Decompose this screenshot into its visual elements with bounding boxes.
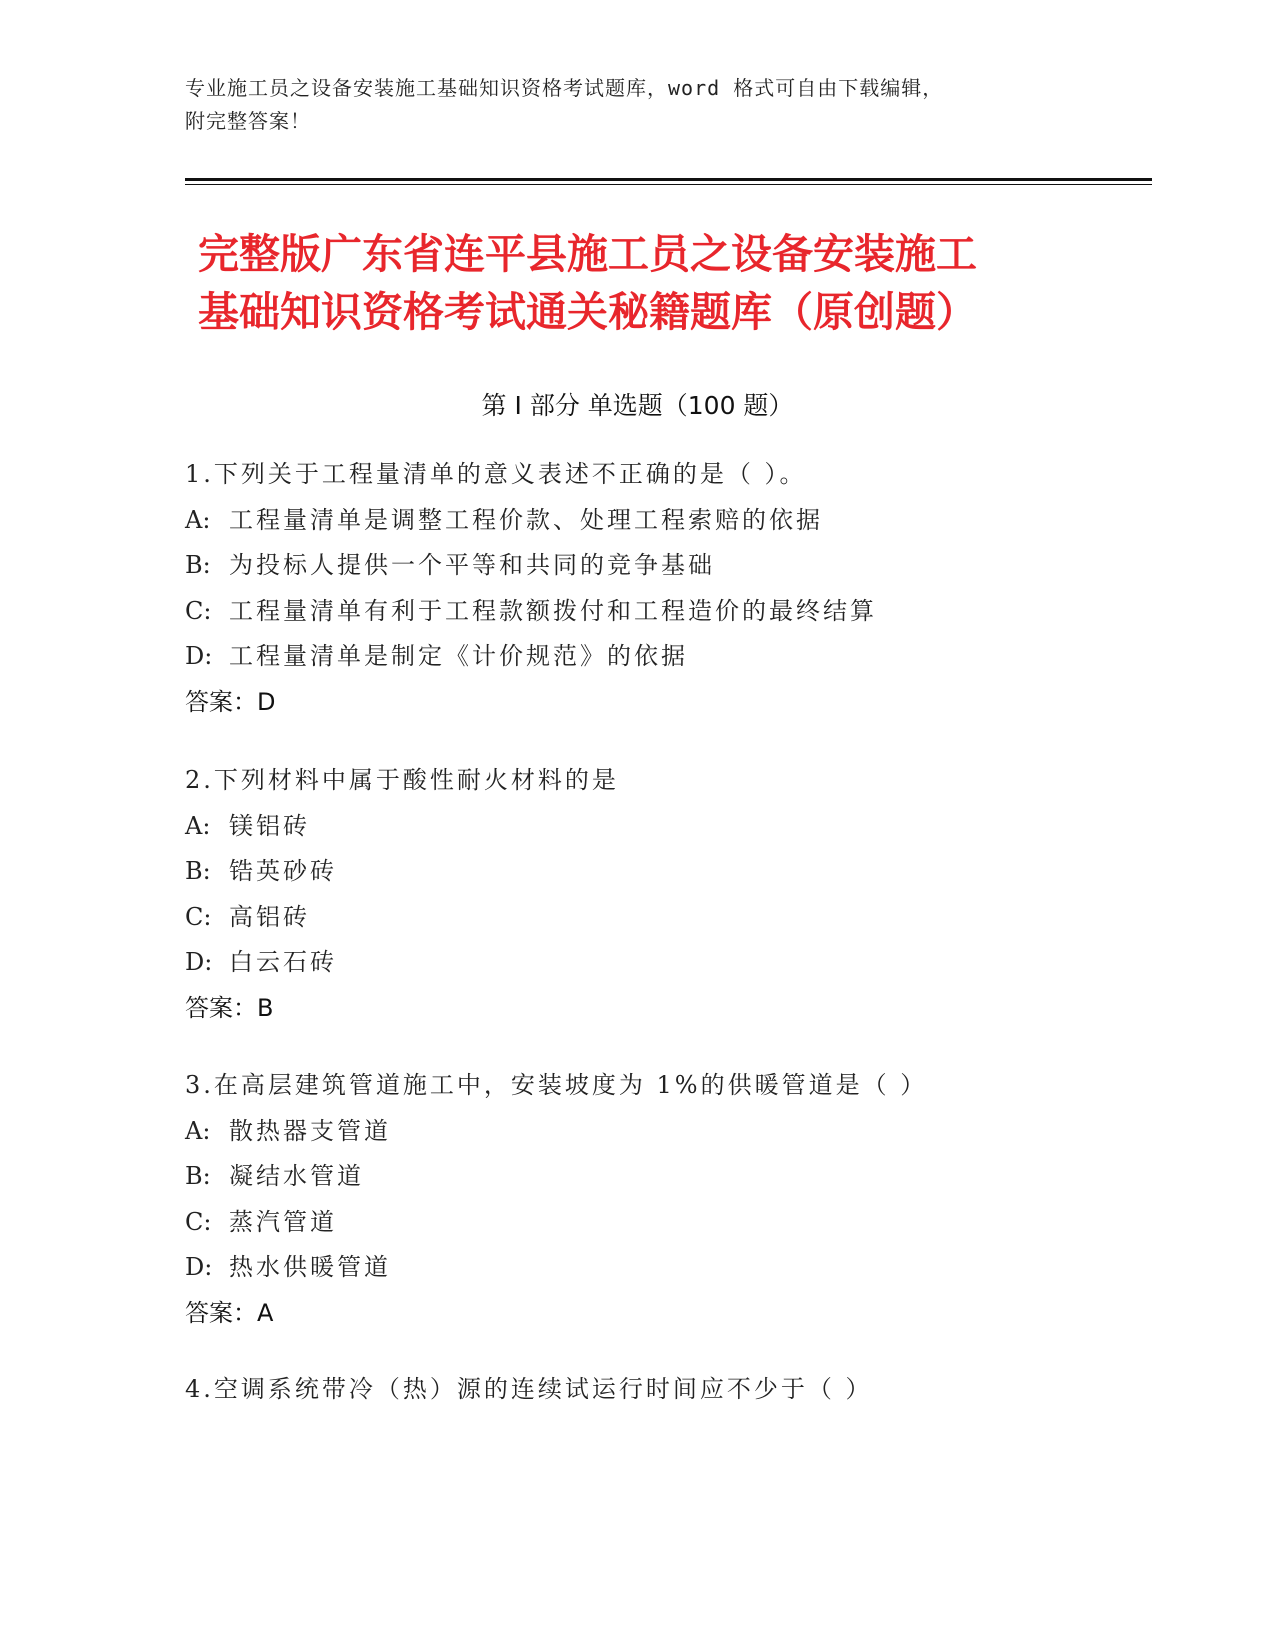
document-title-line-2: 基础知识资格考试通关秘籍题库（原创题） xyxy=(198,288,977,336)
answer-line: 答案：A xyxy=(185,1298,274,1327)
option-text: 镁铝砖 xyxy=(229,811,310,840)
header-note-line-2: 附完整答案！ xyxy=(185,109,311,133)
option-letter: D: xyxy=(185,642,213,670)
option-letter: D: xyxy=(185,1253,213,1281)
option-letter: A: xyxy=(185,505,211,534)
question-stem: 2.下列材料中属于酸性耐火材料的是 xyxy=(185,766,619,794)
option-text: 工程量清单是调整工程价款、处理工程索赔的依据 xyxy=(229,505,823,534)
option-letter: D: xyxy=(185,948,213,976)
option-text: 热水供暖管道 xyxy=(229,1253,391,1281)
question-2 xyxy=(185,758,1185,1031)
option-letter: A: xyxy=(185,1116,211,1145)
option-letter: C: xyxy=(185,1207,212,1236)
question-4 xyxy=(185,1367,1185,1413)
question-stem: 4.空调系统带冷（热）源的连续试运行时间应不少于（ ） xyxy=(185,1375,873,1403)
option-text: 高铝砖 xyxy=(229,902,310,931)
option-text: 凝结水管道 xyxy=(229,1162,364,1190)
option-letter: B: xyxy=(185,551,211,579)
option-text: 为投标人提供一个平等和共同的竞争基础 xyxy=(229,551,715,579)
option-a xyxy=(185,498,1185,544)
answer-line: 答案：D xyxy=(185,687,276,716)
option-d xyxy=(185,634,1185,680)
option-letter: B: xyxy=(185,1162,211,1190)
header-divider-thin xyxy=(185,184,1152,185)
option-d xyxy=(185,940,1185,986)
option-c xyxy=(185,589,1185,635)
option-c xyxy=(185,895,1185,941)
option-a xyxy=(185,804,1185,850)
option-text: 蒸汽管道 xyxy=(229,1207,337,1236)
question-stem: 1.下列关于工程量清单的意义表述不正确的是（ ）。 xyxy=(185,460,807,488)
option-text: 工程量清单是制定《计价规范》的依据 xyxy=(229,642,688,670)
option-letter: C: xyxy=(185,596,212,625)
option-c xyxy=(185,1200,1185,1246)
option-d xyxy=(185,1245,1185,1291)
option-text: 散热器支管道 xyxy=(229,1116,391,1145)
answer-line: 答案：B xyxy=(185,993,274,1022)
document-header-note xyxy=(185,72,1065,138)
option-b xyxy=(185,543,1185,589)
question-stem: 3.在高层建筑管道施工中，安装坡度为 1%的供暖管道是（ ） xyxy=(185,1071,928,1099)
question-3 xyxy=(185,1063,1185,1336)
option-b xyxy=(185,849,1185,895)
document-title-line-1: 完整版广东省连平县施工员之设备安装施工 xyxy=(198,230,977,278)
option-text: 白云石砖 xyxy=(229,948,337,976)
question-1 xyxy=(185,452,1185,725)
header-divider-thick xyxy=(185,178,1152,181)
option-letter: B: xyxy=(185,857,211,885)
option-a xyxy=(185,1109,1185,1155)
section-heading: 第 I 部分 单选题（100 题） xyxy=(481,391,794,420)
option-text: 锆英砂砖 xyxy=(229,857,337,885)
document-title xyxy=(198,225,1158,341)
header-note-line-1: 专业施工员之设备安装施工基础知识资格考试题库，word 格式可自由下载编辑， xyxy=(185,76,944,100)
option-b xyxy=(185,1154,1185,1200)
option-letter: C: xyxy=(185,902,212,931)
option-text: 工程量清单有利于工程款额拨付和工程造价的最终结算 xyxy=(229,596,877,625)
option-letter: A: xyxy=(185,811,211,840)
